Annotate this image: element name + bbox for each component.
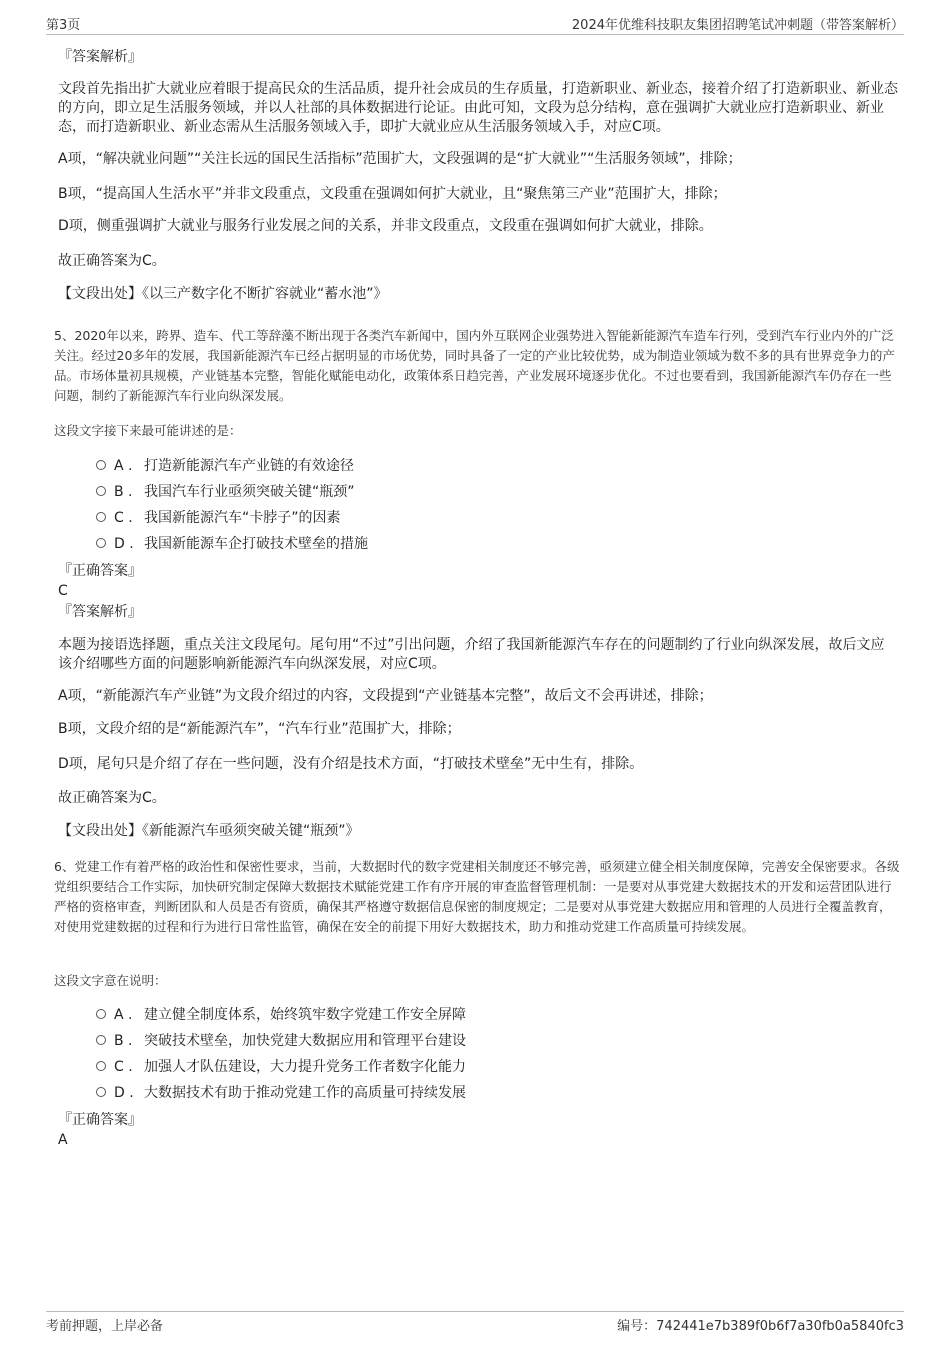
q5-option-d-note: D项，尾句只是介绍了存在一些问题，没有介绍是技术方面，“打破技术壁垒”无中生有，排除。 [58, 756, 644, 772]
radio-icon[interactable] [96, 1061, 106, 1071]
q4-analysis-text: 文段首先指出扩大就业应着眼于提高民众的生活品质，提升社会成员的生存质量，打造新职业、新业态，接着介绍了打造新职业、新业态的方向，即立足生活服务领域，并以人社部的具体数据进行论证。由此可知，文段为总分结构，意在强调扩大就业应打造新职业、新业态，而打造新职业、新业态需从生活服务领域入手，即扩大就业应从生活服务领域入手，对应C项。 [58, 81, 898, 135]
q5-option-a-note: A项，“新能源汽车产业链”为文段介绍过的内容，文段提到“产业链基本完整”，故后文不会再讲述，排除； [58, 688, 713, 704]
q6-answer: A [58, 1132, 68, 1148]
q5-option-a[interactable]: A . 打造新能源汽车产业链的有效途径 [96, 456, 354, 476]
page-footer [46, 1311, 904, 1337]
page-header [46, 14, 904, 35]
q6-option-d[interactable]: D . 大数据技术有助于推动党建工作的高质量可持续发展 [96, 1083, 466, 1103]
q5-option-b[interactable]: B . 我国汽车行业亟须突破关键“瓶颈” [96, 482, 355, 502]
q4-conclusion: 故正确答案为C。 [58, 253, 166, 269]
q5-option-c[interactable]: C . 我国新能源汽车“卡脖子”的因素 [96, 508, 341, 528]
q5-stem: 5、2020年以来，跨界、造车、代工等辞藻不断出现于各类汽车新闻中，国内外互联网企业强势进入智能新能源汽车造车行列，受到汽车行业内外的广泛关注。经过20多年的发展，我国新能源汽车已经占据明显的市场优势，同时具备了一定的产业比较优势，成为制造业领域为数不多的具有世界竞争力的产品。市场体量初具规模，产业链基本完整，智能化赋能电动化，政策体系日趋完善，产业发展环境逐步优化。不过也要看到，我国新能源汽车仍存在一些问题，制约了新能源汽车行业向纵深发展。 [54, 328, 895, 403]
q5-analysis-text: 本题为接语选择题，重点关注文段尾句。尾句用“不过”引出问题，介绍了我国新能源汽车存在的问题制约了行业向纵深发展，故后文应该介绍哪些方面的问题影响新能源汽车向纵深发展，对应C项。 [58, 637, 885, 672]
q5-analysis-label: 『答案解析』 [58, 604, 142, 620]
q6-option-a[interactable]: A . 建立健全制度体系，始终筑牢数字党建工作安全屏障 [96, 1005, 466, 1025]
document-serial: 编号：742441e7b389f0b6f7a30fb0a5840fc3 [617, 1319, 904, 1334]
radio-icon[interactable] [96, 486, 106, 496]
q5-option-b-note: B项，文段介绍的是“新能源汽车”，“汽车行业”范围扩大，排除； [58, 721, 461, 737]
radio-icon[interactable] [96, 512, 106, 522]
radio-icon[interactable] [96, 460, 106, 470]
q5-answer-label: 『正确答案』 [58, 563, 142, 579]
q5-source: 【文段出处】《新能源汽车亟须突破关键“瓶颈”》 [58, 823, 360, 839]
q6-option-c[interactable]: C . 加强人才队伍建设，大力提升党务工作者数字化能力 [96, 1057, 466, 1077]
radio-icon[interactable] [96, 1035, 106, 1045]
q4-option-a-note: A项，“解决就业问题”“关注长远的国民生活指标”范围扩大，文段强调的是“扩大就业”“生活服务领域”，排除； [58, 151, 742, 167]
q4-analysis-label: 『答案解析』 [58, 49, 142, 65]
radio-icon[interactable] [96, 1009, 106, 1019]
radio-icon[interactable] [96, 1087, 106, 1097]
radio-icon[interactable] [96, 538, 106, 548]
q4-option-d-note: D项，侧重强调扩大就业与服务行业发展之间的关系，并非文段重点，文段重在强调如何扩大就业，排除。 [58, 218, 713, 234]
footer-slogan: 考前押题，上岸必备 [46, 1319, 164, 1334]
page-number: 第3页 [46, 18, 81, 33]
q6-option-b[interactable]: B . 突破技术壁垒，加快党建大数据应用和管理平台建设 [96, 1031, 466, 1051]
document-title: 2024年优维科技职友集团招聘笔试冲刺题（带答案解析） [571, 18, 904, 33]
q5-prompt: 这段文字接下来最可能讲述的是： [54, 423, 242, 438]
q6-stem: 6、党建工作有着严格的政治性和保密性要求，当前，大数据时代的数字党建相关制度还不够完善，亟须建立健全相关制度保障，完善安全保密要求。各级党组织要结合工作实际，加快研究制定保障大数据技术赋能党建工作有序开展的审查监督管理机制：一是要对从事党建大数据技术的开发和运营团队进行严格的资格审查，判断团队和人员是否有资质，确保其严格遵守数据信息保密的制度规定；二是要对从事党建大数据应用和管理的人员进行全覆盖教育，对使用党建数据的过程和行为进行日常性监管，确保在安全的前提下用好大数据技术，助力和推动党建工作高质量可持续发展。 [54, 859, 900, 934]
q4-option-b-note: B项，“提高国人生活水平”并非文段重点，文段重在强调如何扩大就业，且“聚焦第三产业”范围扩大，排除； [58, 186, 727, 202]
q6-answer-label: 『正确答案』 [58, 1112, 142, 1128]
q5-option-d[interactable]: D . 我国新能源车企打破技术壁垒的措施 [96, 534, 368, 554]
q4-source: 【文段出处】《以三产数字化不断扩容就业“蓄水池”》 [58, 286, 388, 302]
q5-answer: C [58, 583, 68, 599]
q5-conclusion: 故正确答案为C。 [58, 790, 166, 806]
q6-prompt: 这段文字意在说明： [54, 973, 167, 988]
